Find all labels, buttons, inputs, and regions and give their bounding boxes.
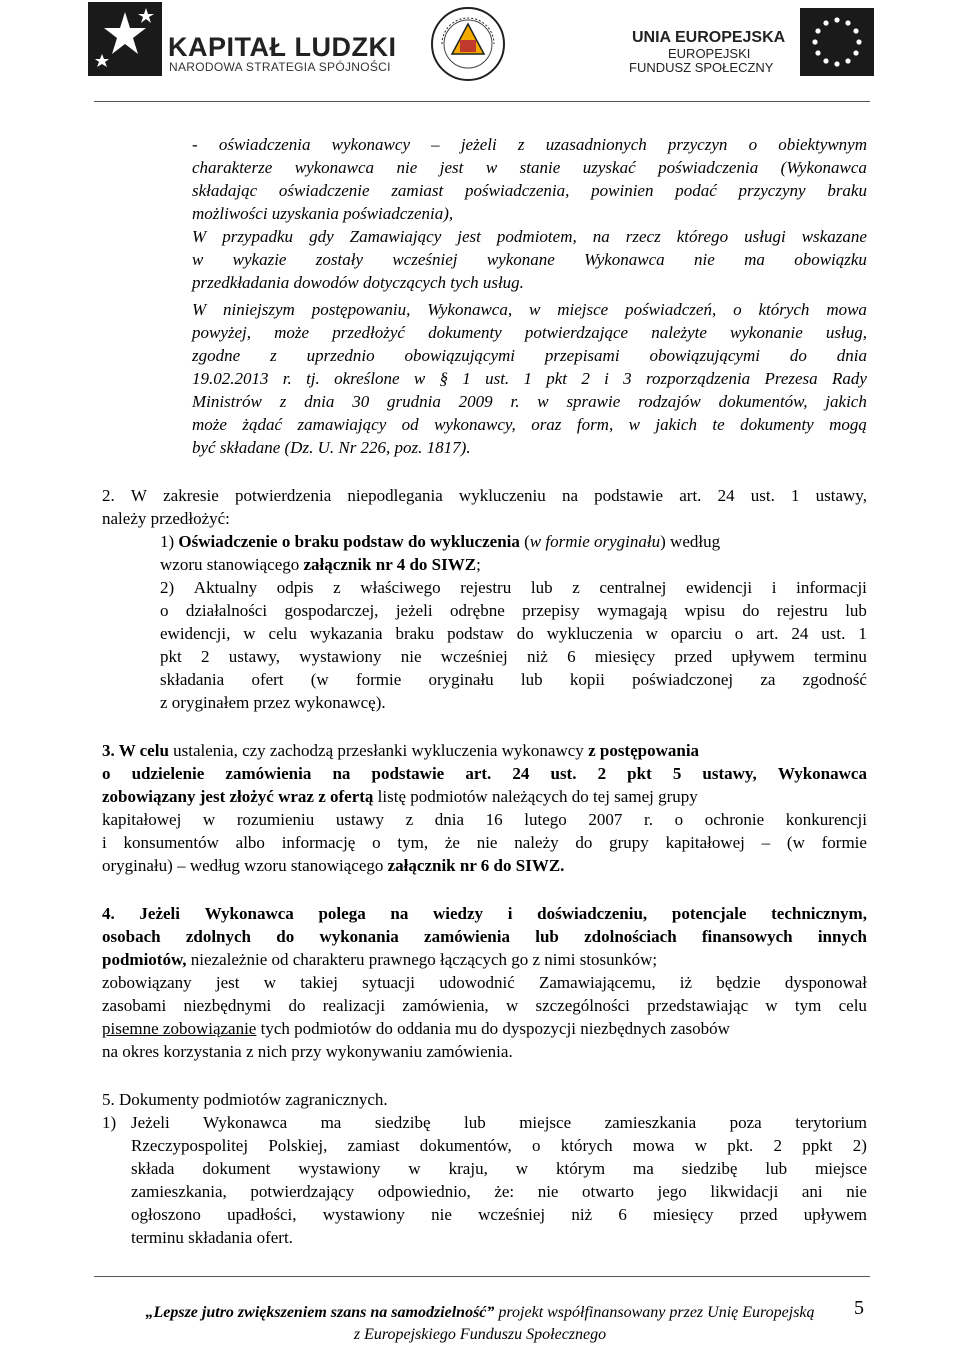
text-line: podmiotów, niezależnie od charakteru prawnego łączących go z nimi stosunków;: [102, 950, 658, 969]
text-line: W niniejszym postępowaniu, Wykonawca, w miejsce poświadczeń, o których mowa: [192, 300, 867, 319]
text-line: pkt 2 ustawy, wystawiony nie wcześniej niż 6 miesięcy przed upływem terminu: [160, 647, 867, 666]
text-line: 5. Dokumenty podmiotów zagranicznych.: [102, 1090, 388, 1109]
programme-subtitle: NARODOWA STRATEGIA SPÓJNOŚCI: [169, 60, 391, 74]
text-line: z oryginałem przez wykonawcę).: [160, 693, 386, 712]
text-line: zasobami niezbędnymi do realizacji zamówienia, w szczególności przedstawiając w tym celu: [102, 996, 867, 1015]
text-line: składania ofert (w formie oryginału lub kopii poświadczonej za zgodność: [160, 670, 867, 689]
text-line: o działalności gospodarczej, jeżeli odrębne przepisy wymagają wpisu do rejestru lub: [160, 601, 867, 620]
kapital-ludzki-logo: [88, 2, 162, 76]
page-number: 5: [854, 1297, 864, 1319]
text-line: 3. W celu ustalenia, czy zachodzą przesłanki wykluczenia wykonawcy z postępowania: [102, 741, 700, 760]
text-line: Ministrów z dnia 30 grudnia 2009 r. w sprawie rodzajów dokumentów, jakich: [192, 392, 867, 411]
text-line: 19.02.2013 r. tj. określone w § 1 ust. 1 pkt 2 i 3 rozporządzenia Prezesa Rady: [192, 369, 867, 388]
footer-line-1: „Lepsze jutro zwiększeniem szans na samodzielność” projekt współfinansowany przez Unię Europejską: [145, 1304, 815, 1321]
text-line: 1) Jeżeli Wykonawca ma siedzibę lub miejsce zamieszkania poza terytorium: [102, 1113, 867, 1132]
programme-title: KAPITAŁ LUDZKI: [168, 32, 397, 62]
eu-flag-icon: [800, 8, 874, 76]
text-line: składa dokument wystawiony w kraju, w którym ma siedzibę lub miejsce: [131, 1159, 867, 1178]
text-line: W przypadku gdy Zamawiający jest podmiotem, na rzecz którego usługi wskazane: [192, 227, 867, 246]
organisation-seal: [430, 6, 506, 82]
text-line: na okres korzystania z nich przy wykonywaniu zamówienia.: [102, 1042, 513, 1061]
eu-fund-label-2: FUNDUSZ SPOŁECZNY: [629, 60, 774, 75]
text-line: zgodne z uprzednio obowiązującymi przepisami obowiązującymi do dnia: [192, 346, 867, 365]
text-line: 2. W zakresie potwierdzenia niepodlegania wykluczeniu na podstawie art. 24 ust. 1 ustawy,: [102, 486, 867, 505]
text-line: terminu składania ofert.: [131, 1228, 293, 1247]
text-line: Rzeczypospolitej Polskiej, zamiast dokumentów, o których mowa w pkt. 2 ppkt 2): [131, 1136, 867, 1155]
page-header: [0, 0, 960, 100]
text-line: możliwości uzyskania poświadczenia),: [192, 204, 454, 223]
text-line: wzoru stanowiącego załącznik nr 4 do SIWZ;: [160, 555, 481, 574]
text-line: oryginału) – według wzoru stanowiącego załącznik nr 6 do SIWZ.: [102, 856, 565, 875]
footer-line-2: z Europejskiego Funduszu Społecznego: [353, 1326, 607, 1343]
text-line: 4. Jeżeli Wykonawca polega na wiedzy i doświadczeniu, potencjale technicznym,: [102, 904, 867, 923]
text-line: osobach zdolnych do wykonania zamówienia lub zdolnościach finansowych innych: [102, 927, 867, 946]
text-line: powyżej, może przedłożyć dokumenty potwierdzające należyte wykonanie usług,: [192, 323, 867, 342]
text-line: w wykazie zostały wcześniej wykonane Wykonawca nie ma obowiązku: [192, 250, 867, 269]
text-line: pisemne zobowiązanie tych podmiotów do oddania mu do dyspozycji niezbędnych zasobów: [102, 1019, 730, 1038]
text-line: zamieszkania, potwierdzający odpowiednio, że: nie otwarto jego likwidacji ani nie: [131, 1182, 867, 1201]
text-line: o udzielenie zamówienia na podstawie art. 24 ust. 2 pkt 5 ustawy, Wykonawca: [102, 764, 867, 783]
text-line: być składane (Dz. U. Nr 226, poz. 1817).: [192, 438, 471, 457]
eu-union-label: UNIA EUROPEJSKA: [632, 29, 786, 46]
text-line: zobowiązany jest złożyć wraz z ofertą listę podmiotów należących do tej samej grupy: [102, 787, 698, 806]
text-line: 1) Oświadczenie o braku podstaw do wykluczenia (w formie oryginału) według: [160, 532, 721, 551]
footer-divider: [94, 1276, 870, 1277]
text-line: zobowiązany jest w takiej sytuacji udowodnić Zamawiającemu, iż będzie dysponował: [102, 973, 867, 992]
text-line: składając oświadczenie zamiast poświadczenia, powinien podać przyczyny braku: [192, 181, 867, 200]
text-line: i konsumentów albo informację o tym, że nie należy do grupy kapitałowej – (w formie: [102, 833, 867, 852]
text-line: należy przedłożyć:: [102, 509, 230, 528]
text-line: przedkładania dowodów dotyczących tych usług.: [192, 273, 524, 292]
header-divider: [94, 101, 870, 102]
text-line: charakterze wykonawca nie jest w stanie uzyskać poświadczenia (Wykonawca: [192, 158, 867, 177]
text-line: może żądać zamawiający od wykonawcy, oraz form, w jakich te dokumenty mogą: [192, 415, 867, 434]
text-line: kapitałowej w rozumieniu ustawy z dnia 16 lutego 2007 r. o ochronie konkurencji: [102, 810, 867, 829]
text-line: - oświadczenia wykonawcy – jeżeli z uzasadnionych przyczyn o obiektywnym: [192, 135, 867, 154]
text-line: ogłoszono upadłości, wystawiony nie wcześniej niż 6 miesięcy przed upływem: [131, 1205, 867, 1224]
text-line: 2) Aktualny odpis z właściwego rejestru lub z centralnej ewidencji i informacji: [160, 578, 867, 597]
eu-fund-label-1: EUROPEJSKI: [668, 46, 751, 61]
text-line: ewidencji, w celu wykazania braku podstaw do wykluczenia w oparciu o art. 24 ust. 1: [160, 624, 867, 643]
